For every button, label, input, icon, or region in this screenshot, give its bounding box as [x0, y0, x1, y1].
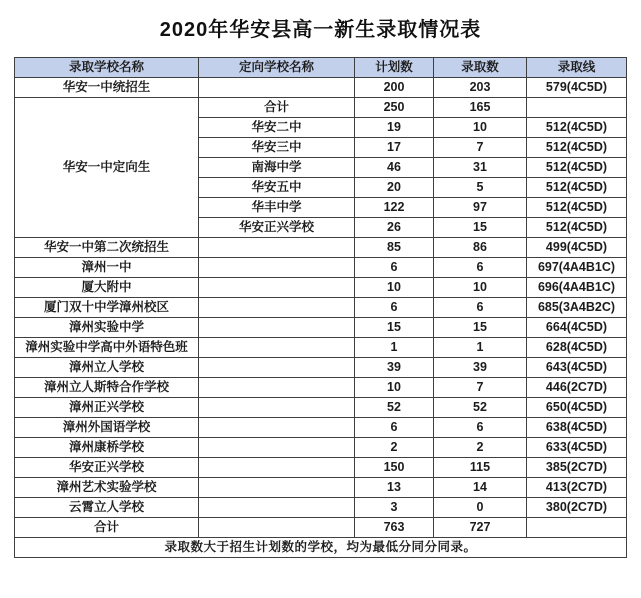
- table-row: [15, 438, 627, 458]
- table-cell: 2: [434, 438, 527, 458]
- table-cell-empty: [199, 238, 355, 258]
- table-cell: 3: [355, 498, 434, 518]
- table-cell: 727: [434, 518, 527, 538]
- table-cell: 南海中学: [199, 158, 355, 178]
- table-cell: 漳州实验中学: [15, 318, 199, 338]
- table-cell: 1: [355, 338, 434, 358]
- table-cell: 52: [434, 398, 527, 418]
- table-cell: 512(4C5D): [527, 178, 627, 198]
- table-cell: 664(4C5D): [527, 318, 627, 338]
- table-cell-empty: [527, 518, 627, 538]
- table-row: [15, 398, 627, 418]
- table-row: [15, 298, 627, 318]
- table-cell: 漳州立人斯特合作学校: [15, 378, 199, 398]
- table-row: [15, 78, 627, 98]
- table-cell: 638(4C5D): [527, 418, 627, 438]
- table-cell: 6: [434, 418, 527, 438]
- table-cell: 7: [434, 378, 527, 398]
- table-body: [15, 78, 627, 538]
- table-cell: 合计: [15, 518, 199, 538]
- admission-table: [14, 57, 627, 558]
- table-cell: 华安三中: [199, 138, 355, 158]
- table-cell: 漳州一中: [15, 258, 199, 278]
- table-cell-empty: [199, 358, 355, 378]
- table-cell: 17: [355, 138, 434, 158]
- table-cell: 512(4C5D): [527, 198, 627, 218]
- table-cell: 10: [355, 378, 434, 398]
- table-cell: 15: [355, 318, 434, 338]
- table-cell: 499(4C5D): [527, 238, 627, 258]
- table-cell: 250: [355, 98, 434, 118]
- table-cell: 6: [434, 258, 527, 278]
- table-cell: 39: [355, 358, 434, 378]
- table-cell: 413(2C7D): [527, 478, 627, 498]
- header-cutoff-score: 录取线: [527, 58, 627, 78]
- page-title: 2020年华安县高一新生录取情况表: [159, 19, 482, 41]
- table-cell: 696(4A4B1C): [527, 278, 627, 298]
- table-cell-empty: [199, 438, 355, 458]
- table-cell-empty: [199, 78, 355, 98]
- header-admitting-school: 录取学校名称: [15, 58, 199, 78]
- table-cell: 512(4C5D): [527, 138, 627, 158]
- table-cell: 华丰中学: [199, 198, 355, 218]
- table-cell: 6: [355, 258, 434, 278]
- table-row: [15, 98, 627, 118]
- table-cell: 39: [434, 358, 527, 378]
- table-row: [15, 418, 627, 438]
- table-cell-empty: [199, 418, 355, 438]
- table-cell: 46: [355, 158, 434, 178]
- table-cell: 0: [434, 498, 527, 518]
- table-cell-empty: [199, 338, 355, 358]
- table-row: [15, 358, 627, 378]
- table-row: [15, 378, 627, 398]
- table-cell-empty: [199, 458, 355, 478]
- table-cell: 漳州外国语学校: [15, 418, 199, 438]
- table-row: [15, 258, 627, 278]
- table-cell: 10: [434, 278, 527, 298]
- table-cell: 6: [355, 298, 434, 318]
- table-cell: 1: [434, 338, 527, 358]
- table-cell-empty: [199, 478, 355, 498]
- table-cell: 200: [355, 78, 434, 98]
- table-cell-empty: [199, 378, 355, 398]
- table-cell: 华安一中第二次统招生: [15, 238, 199, 258]
- table-cell: 85: [355, 238, 434, 258]
- table-cell: 10: [434, 118, 527, 138]
- table-cell-empty: [199, 318, 355, 338]
- table-row: [15, 478, 627, 498]
- table-cell: 15: [434, 218, 527, 238]
- header-planned-count: 计划数: [355, 58, 434, 78]
- footer-note: 录取数大于招生计划数的学校，均为最低分同分同录。: [15, 538, 627, 558]
- table-cell: 633(4C5D): [527, 438, 627, 458]
- table-cell: 漳州康桥学校: [15, 438, 199, 458]
- table-row: [15, 458, 627, 478]
- table-cell: 华安一中统招生: [15, 78, 199, 98]
- header-admitted-count: 录取数: [434, 58, 527, 78]
- table-cell: 150: [355, 458, 434, 478]
- table-cell: 115: [434, 458, 527, 478]
- table-cell: 512(4C5D): [527, 158, 627, 178]
- table-header-row: [15, 58, 627, 78]
- header-directed-school: 定向学校名称: [199, 58, 355, 78]
- table-cell: 华安正兴学校: [199, 218, 355, 238]
- table-row: [15, 498, 627, 518]
- table-row: [15, 518, 627, 538]
- table-cell: 华安二中: [199, 118, 355, 138]
- table-cell: 20: [355, 178, 434, 198]
- table-cell: 97: [434, 198, 527, 218]
- table-cell-empty: [199, 298, 355, 318]
- table-cell: 华安正兴学校: [15, 458, 199, 478]
- table-cell-empty: [199, 518, 355, 538]
- table-cell-empty: [527, 98, 627, 118]
- table-cell: 14: [434, 478, 527, 498]
- table-cell-empty: [199, 278, 355, 298]
- table-cell: 763: [355, 518, 434, 538]
- table-cell: 10: [355, 278, 434, 298]
- table-cell: 2: [355, 438, 434, 458]
- table-cell: 579(4C5D): [527, 78, 627, 98]
- table-cell: 6: [434, 298, 527, 318]
- table-cell: 122: [355, 198, 434, 218]
- table-cell: 华安一中定向生: [15, 98, 199, 238]
- table-cell: 446(2C7D): [527, 378, 627, 398]
- table-cell: 86: [434, 238, 527, 258]
- table-row: [15, 238, 627, 258]
- table-cell: 19: [355, 118, 434, 138]
- table-cell: 165: [434, 98, 527, 118]
- table-cell: 漳州实验中学高中外语特色班: [15, 338, 199, 358]
- table-cell: 15: [434, 318, 527, 338]
- table-cell: 13: [355, 478, 434, 498]
- table-cell: 650(4C5D): [527, 398, 627, 418]
- table-cell: 合计: [199, 98, 355, 118]
- table-row: [15, 338, 627, 358]
- table-cell: 697(4A4B1C): [527, 258, 627, 278]
- table-row: [15, 278, 627, 298]
- table-cell-empty: [199, 258, 355, 278]
- table-cell: 643(4C5D): [527, 358, 627, 378]
- table-cell: 26: [355, 218, 434, 238]
- table-row: [15, 318, 627, 338]
- table-cell: 漳州立人学校: [15, 358, 199, 378]
- table-cell: 6: [355, 418, 434, 438]
- table-cell: 380(2C7D): [527, 498, 627, 518]
- table-cell: 漳州艺术实验学校: [15, 478, 199, 498]
- table-cell: 厦大附中: [15, 278, 199, 298]
- table-cell: 厦门双十中学漳州校区: [15, 298, 199, 318]
- table-cell: 203: [434, 78, 527, 98]
- footer-note-row: [15, 538, 627, 558]
- table-cell: 628(4C5D): [527, 338, 627, 358]
- table-cell: 512(4C5D): [527, 218, 627, 238]
- table-cell: 512(4C5D): [527, 118, 627, 138]
- table-cell-empty: [199, 498, 355, 518]
- table-cell: 云霄立人学校: [15, 498, 199, 518]
- table-cell: 5: [434, 178, 527, 198]
- table-cell: 52: [355, 398, 434, 418]
- table-cell: 漳州正兴学校: [15, 398, 199, 418]
- table-cell: 31: [434, 158, 527, 178]
- table-cell-empty: [199, 398, 355, 418]
- table-cell: 7: [434, 138, 527, 158]
- table-cell: 385(2C7D): [527, 458, 627, 478]
- table-cell: 华安五中: [199, 178, 355, 198]
- table-cell: 685(3A4B2C): [527, 298, 627, 318]
